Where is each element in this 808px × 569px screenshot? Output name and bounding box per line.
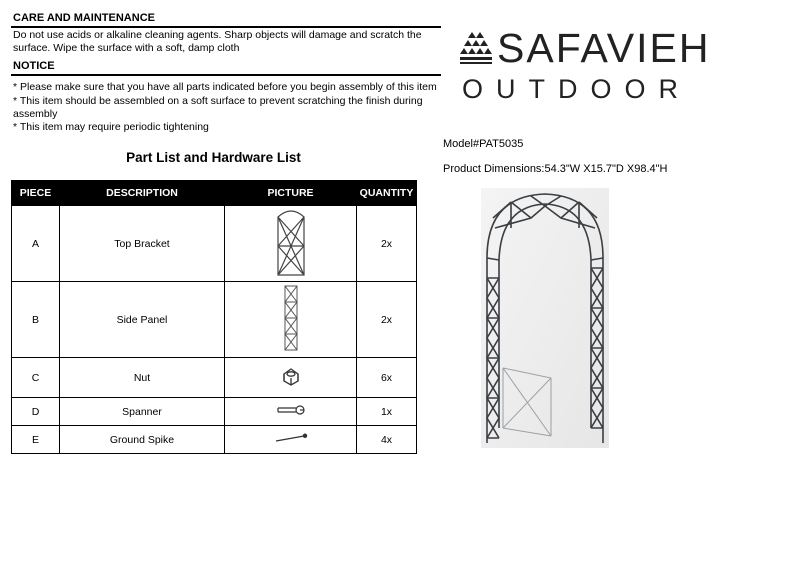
cell-picture [225, 206, 357, 282]
nut-icon [280, 365, 302, 387]
table-row [12, 426, 417, 454]
cell-description: Nut [60, 358, 225, 398]
cell-piece: E [12, 426, 60, 454]
cell-piece: D [12, 398, 60, 426]
care-title: CARE AND MAINTENANCE [13, 12, 155, 24]
cell-description: Ground Spike [60, 426, 225, 454]
brand-name: SAFAVIEH [497, 25, 711, 71]
ground-spike-icon [274, 433, 308, 443]
cell-quantity: 2x [357, 282, 417, 358]
cell-piece: A [12, 206, 60, 282]
cell-picture [225, 426, 357, 454]
spanner-icon [276, 404, 306, 416]
model-number: Model#PAT5035 [443, 138, 524, 150]
parts-table [11, 180, 417, 454]
side-panel-icon [282, 284, 300, 352]
header-piece: PIECE [12, 181, 60, 206]
safavieh-logo-icon [458, 30, 494, 68]
notice-line-3: assembly [13, 108, 58, 120]
cell-description: Top Bracket [60, 206, 225, 282]
cell-quantity: 4x [357, 426, 417, 454]
cell-piece: C [12, 358, 60, 398]
table-row [12, 358, 417, 398]
parts-title: Part List and Hardware List [126, 150, 301, 165]
care-line-1: Do not use acids or alkaline cleaning agents. Sharp objects will damage and scratch the [13, 29, 422, 41]
table-row [12, 282, 417, 358]
cell-description: Spanner [60, 398, 225, 426]
notice-title: NOTICE [13, 60, 55, 72]
cell-picture [225, 358, 357, 398]
cell-quantity: 6x [357, 358, 417, 398]
brand-subtitle: OUTDOOR [462, 74, 691, 104]
notice-divider [11, 74, 441, 76]
header-picture: PICTURE [225, 181, 357, 206]
cell-piece: B [12, 282, 60, 358]
table-row [12, 398, 417, 426]
table-row [12, 206, 417, 282]
table-header-row [12, 181, 417, 206]
cell-quantity: 2x [357, 206, 417, 282]
care-line-2: surface. Wipe the surface with a soft, damp cloth [13, 42, 240, 54]
notice-line-4: * This item may require periodic tightening [13, 121, 209, 133]
header-description: DESCRIPTION [60, 181, 225, 206]
cell-description: Side Panel [60, 282, 225, 358]
notice-line-1: * Please make sure that you have all parts indicated before you begin assembly of this item [13, 81, 437, 93]
cell-picture [225, 398, 357, 426]
cell-quantity: 1x [357, 398, 417, 426]
product-dimensions: Product Dimensions:54.3"W X15.7"D X98.4"H [443, 163, 668, 175]
cell-picture [225, 282, 357, 358]
header-quantity: QUANTITY [357, 181, 417, 206]
garden-arch-photo [481, 188, 609, 448]
notice-line-2: * This item should be assembled on a soft surface to prevent scratching the finish during [13, 95, 423, 107]
care-divider [11, 26, 441, 28]
top-bracket-icon [274, 207, 308, 277]
